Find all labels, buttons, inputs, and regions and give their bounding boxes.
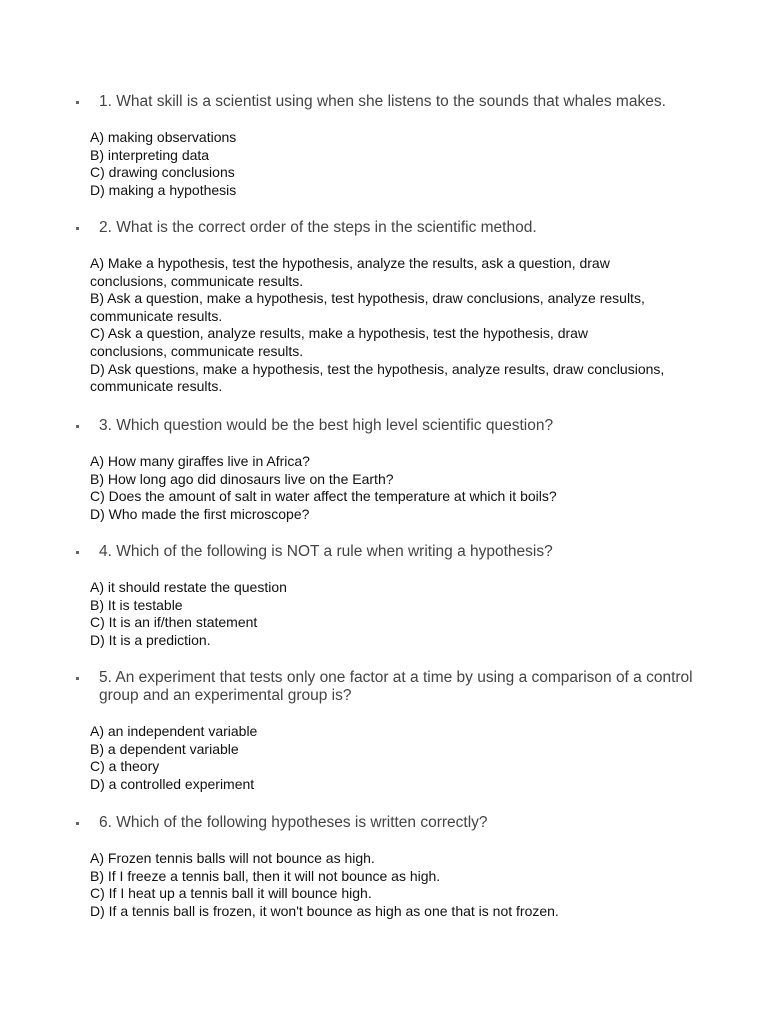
answer-option: A) making observations	[90, 129, 237, 145]
question-1	[0, 93, 768, 199]
question-text: 3. Which question would be the best high level scientific question?	[99, 417, 554, 434]
answer-option: A) How many giraffes live in Africa?	[90, 453, 310, 469]
question-6	[0, 814, 768, 920]
question-text: 5. An experiment that tests only one factor at a time by using a comparison of a control group and an experimental group is?	[99, 669, 693, 704]
answer-option: C) a theory	[90, 758, 160, 775]
answer-option: D) It is a prediction.	[90, 631, 211, 648]
question-row	[0, 669, 768, 705]
answer-option: B) a dependent variable	[90, 740, 239, 757]
question-text: 4. Which of the following is NOT a rule when writing a hypothesis?	[99, 543, 553, 560]
answer-list	[0, 579, 768, 649]
answer-option: B) If I freeze a tennis ball, then it will not bounce as high.	[90, 867, 441, 884]
answer-option: A) Make a hypothesis, test the hypothesis, analyze the results, ask a question, draw conclusions, communicate results.	[90, 255, 610, 289]
question-text: 2. What is the correct order of the steps in the scientific method.	[99, 219, 537, 236]
answer-option: D) Ask questions, make a hypothesis, test the hypothesis, analyze results, draw conclusions, communicate results.	[90, 360, 665, 395]
question-row	[0, 814, 768, 832]
answer-option: C) Ask a question, analyze results, make a hypothesis, test the hypothesis, draw conclusions, communicate results.	[90, 325, 589, 359]
answer-list	[0, 850, 768, 920]
question-4	[0, 543, 768, 649]
answer-option: C) If I heat up a tennis ball it will bounce high.	[90, 885, 372, 902]
bullet-icon	[76, 822, 79, 825]
question-row	[0, 543, 768, 561]
question-row	[0, 417, 768, 435]
answer-option: D) Who made the first microscope?	[90, 505, 310, 522]
question-text: 1. What skill is a scientist using when she listens to the sounds that whales makes.	[99, 93, 666, 110]
answer-list	[0, 255, 768, 396]
answer-option: B) It is testable	[90, 596, 183, 613]
bullet-icon	[76, 551, 79, 554]
answer-list	[0, 453, 768, 523]
bullet-icon	[76, 677, 79, 680]
question-row	[0, 93, 768, 111]
answer-option: A) it should restate the question	[90, 579, 287, 595]
answer-option: C) drawing conclusions	[90, 164, 235, 181]
question-row	[0, 219, 768, 237]
answer-option: B) interpreting data	[90, 146, 210, 163]
question-text: 6. Which of the following hypotheses is written correctly?	[99, 814, 488, 831]
bullet-icon	[76, 227, 79, 230]
answer-option: D) a controlled experiment	[90, 775, 255, 792]
answer-option: B) Ask a question, make a hypothesis, test hypothesis, draw conclusions, analyze results, communicate results.	[90, 290, 645, 324]
question-5	[0, 669, 768, 793]
question-3	[0, 417, 768, 523]
answer-option: A) an independent variable	[90, 723, 258, 739]
answer-option: D) If a tennis ball is frozen, it won't bounce as high as one that is not frozen.	[90, 902, 559, 919]
bullet-icon	[76, 425, 79, 428]
answer-list	[0, 129, 768, 199]
answer-option: D) making a hypothesis	[90, 181, 237, 198]
answer-option: B) How long ago did dinosaurs live on the Earth?	[90, 470, 394, 487]
answer-option: C) Does the amount of salt in water affect the temperature at which it boils?	[90, 488, 557, 505]
question-2	[0, 219, 768, 396]
bullet-icon	[76, 101, 79, 104]
answer-option: A) Frozen tennis balls will not bounce as high.	[90, 850, 375, 866]
answer-list	[0, 723, 768, 793]
answer-option: C) It is an if/then statement	[90, 614, 258, 631]
